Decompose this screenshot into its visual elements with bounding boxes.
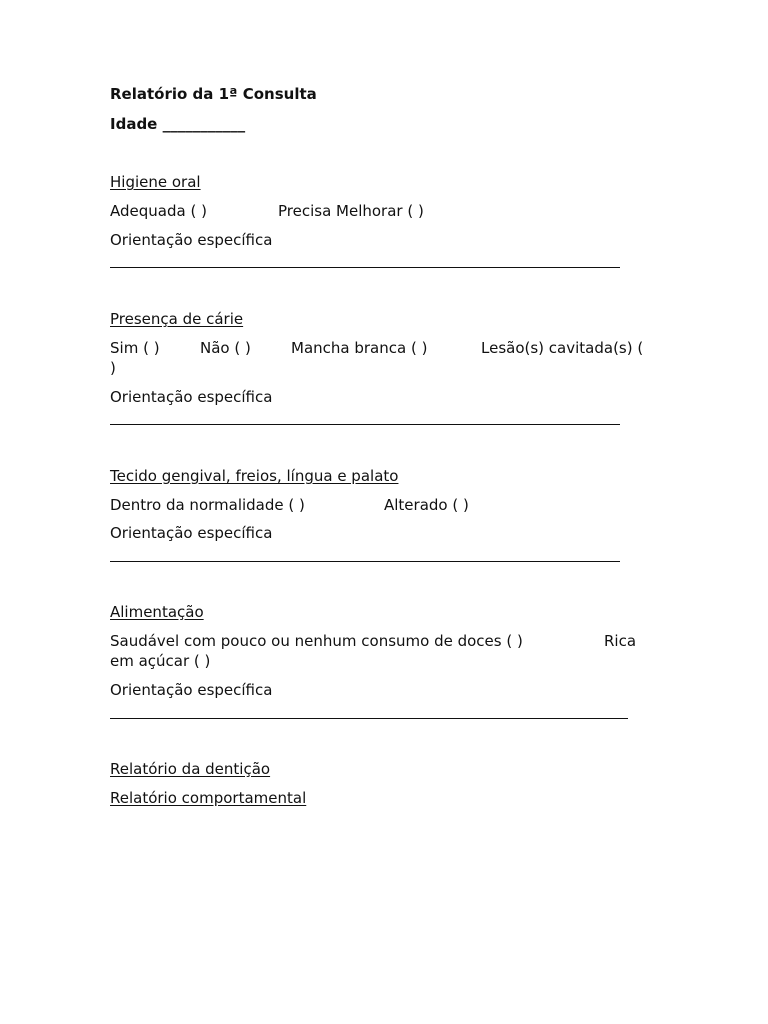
diet-option-sugar-cont: em açúcar ( ): [110, 652, 211, 670]
tissue-option-normal: Dentro da normalidade ( ): [110, 496, 305, 514]
diet-option-healthy: Saudável com pouco ou nenhum consumo de doces ( ): [110, 632, 523, 650]
tissue-heading: Tecido gengival, freios, língua e palato: [110, 467, 399, 485]
behavior-heading: Relatório comportamental: [110, 789, 307, 807]
age-field: Idade ___________: [110, 115, 246, 133]
caries-heading: Presença de cárie: [110, 310, 244, 328]
caries-option-no: Não ( ): [200, 339, 251, 357]
diet-option-sugar: Rica: [604, 632, 637, 650]
tissue-orientation-label: Orientação específica: [110, 524, 273, 542]
diet-heading: Alimentação: [110, 603, 204, 621]
hygiene-orientation-line: [110, 267, 620, 268]
diet-orientation-label: Orientação específica: [110, 681, 273, 699]
hygiene-option-adequate: Adequada ( ): [110, 202, 207, 220]
caries-option-cavitated: Lesão(s) cavitada(s) (: [481, 339, 644, 357]
report-title: Relatório da 1ª Consulta: [110, 85, 317, 103]
hygiene-orientation-label: Orientação específica: [110, 231, 273, 249]
hygiene-option-improve: Precisa Melhorar ( ): [278, 202, 424, 220]
caries-option-yes: Sim ( ): [110, 339, 160, 357]
tissue-option-altered: Alterado ( ): [384, 496, 469, 514]
tissue-orientation-line: [110, 561, 620, 562]
caries-option-cavitated-close: ): [110, 359, 116, 377]
hygiene-heading: Higiene oral: [110, 173, 201, 191]
dentition-heading: Relatório da dentição: [110, 760, 271, 778]
caries-option-white-spot: Mancha branca ( ): [291, 339, 428, 357]
diet-orientation-line: [110, 718, 628, 719]
caries-orientation-line: [110, 424, 620, 425]
caries-orientation-label: Orientação específica: [110, 388, 273, 406]
